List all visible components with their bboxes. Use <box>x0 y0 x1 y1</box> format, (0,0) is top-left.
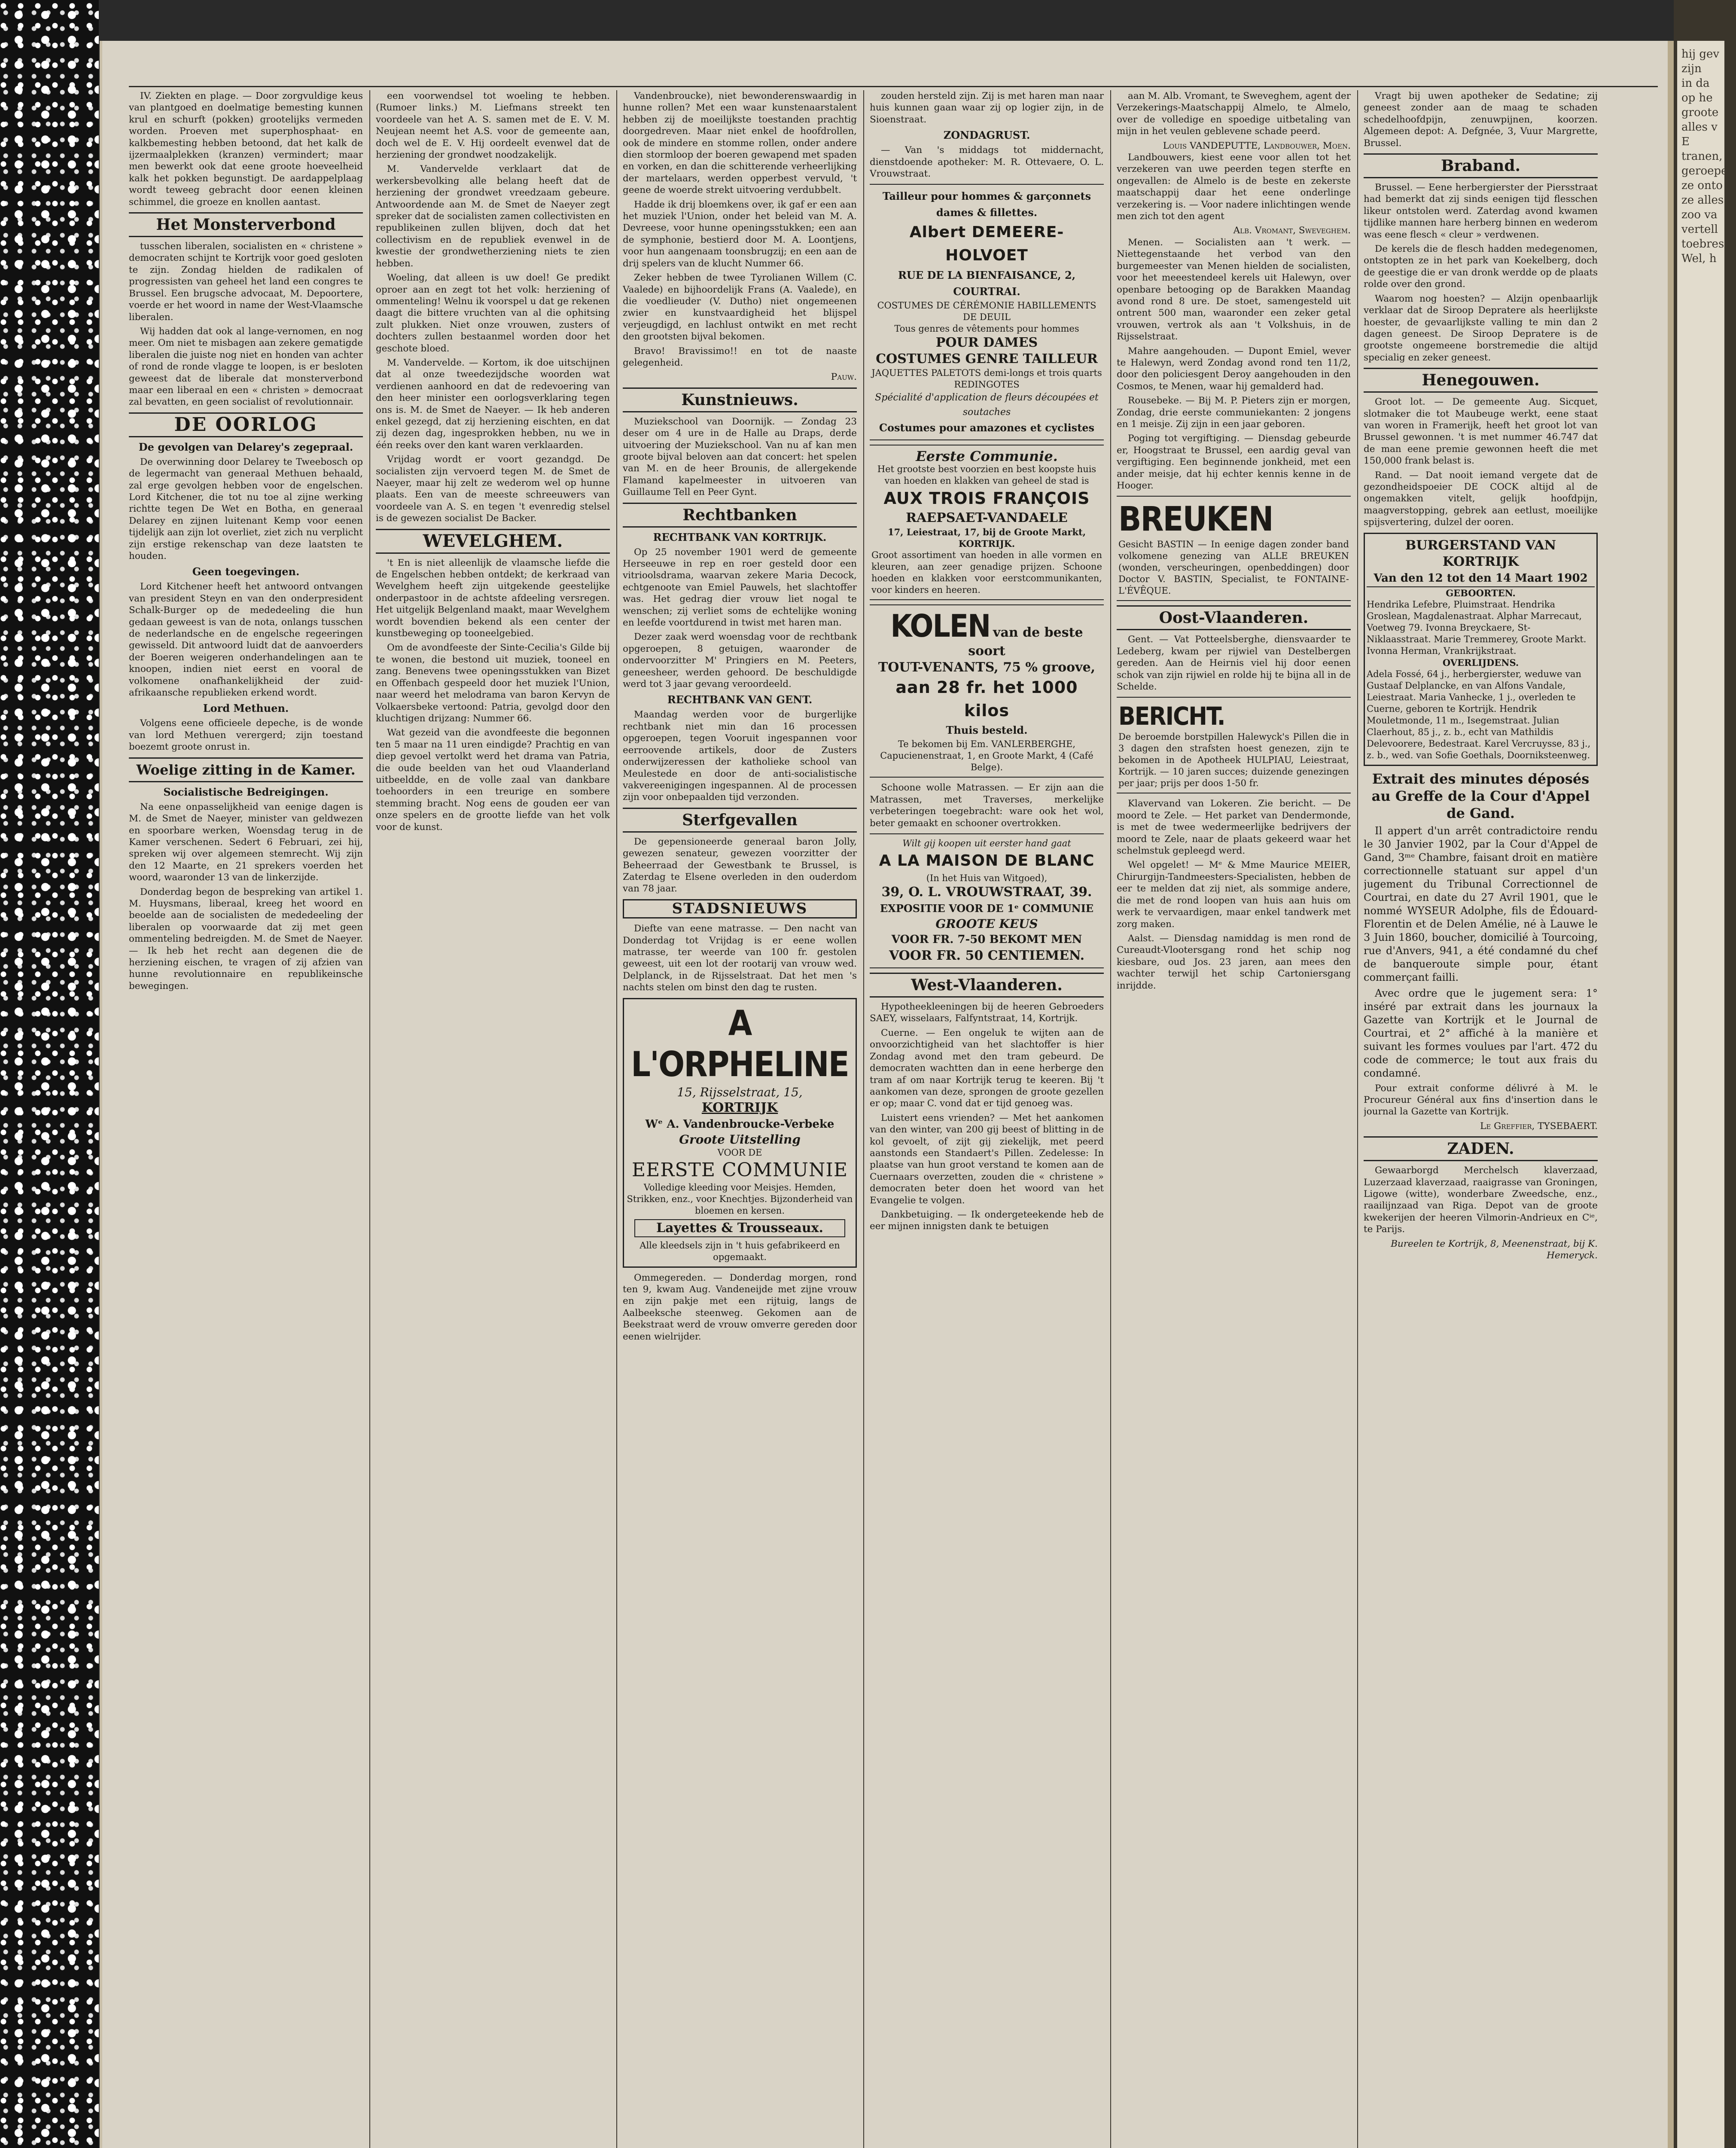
article-text: Mahre aangehouden. — Dupont Emiel, wever te Halewyn, werd Zondag avond rond ten 11/2, door den policiesgent Deroy aangehouden in den Cosmos, te Menen, waar hij gemalderd had. <box>1117 345 1351 392</box>
article-text: Pour extrait conforme délivré à M. le Procureur Général aux fins d'insertion dans le journal la Gazette van Kortrijk. <box>1364 1083 1598 1117</box>
article-text: Gent. — Vat Potteelsberghe, diensvaarder te Ledeberg, kwam per rijwiel van Destelbergen gereden. Aan de Heirnis viel hij door eenen schok van zijn rijwiel en rolde hij te bijna all in de Schelde. <box>1117 634 1351 693</box>
article-text: Rousebeke. — Bij M. P. Pieters zijn er morgen, Zondag, drie eerste communiekanten: 2 jongens en 1 meisje. Zij zijn in een jaar geboren. <box>1117 395 1351 430</box>
headline-zaden: ZADEN. <box>1364 1136 1598 1161</box>
top-rule <box>129 86 1658 87</box>
article-text: Woeling, dat alleen is uw doel! Ge predikt oproer aan en zegt tot het volk: herziening of ommenteling! Welnu ik voorspel u dat ge rekenen daagt die bittere vruchten van al die ophitsing zult plukken. Niet onze vrouwen, zusters of dochters zullen bestaanmel worden door het geschote bloed. <box>376 272 610 354</box>
ad-line: POUR DAMES <box>935 335 1038 351</box>
ad-line: VOOR FR. 7-50 BEKOMT MEN <box>891 933 1082 946</box>
article-text: Brussel. — Eene herbergierster der Piersstraat had bemerkt dat zij sinds eenigen tijd flesschen likeur ontstolen werd. Zaterdag avond kwamen tijdlike mannen hare herberg binnen en wederom was eene flesch « cleur » verdwenen. <box>1364 182 1598 240</box>
article-text: Poging tot vergiftiging. — Diensdag gebeurde er, Hoogstraat te Brussel, een aardig geval van vergiftiging. Een beginnende jonkheid, met een ander meisje, dat hij echter kennis kenne in de Hooger. <box>1117 433 1351 491</box>
ad-line: (In het Huis van Witgoed), <box>926 873 1048 884</box>
subheadline: Lord Methuen. <box>203 702 289 715</box>
article-text: Op 25 november 1901 werd de gemeente Herseeuwe in rep en roer gesteld door een vitrioolsdrama, waarvan zekere Maria Decock, echtgenoote van Emiel Pauwels, het slachtoffer was. Het gedrag dier vrouw liet nogal te wenschen; zij verliet soms de echtelijke woning en leefde voortdurend in twist met haren man. <box>623 546 857 629</box>
article-text: Wel opgelet! — Mᵉ & Mme Maurice MEIER, Chirurgijn-Tandmeesters-Specialisten, hebben de eer te melden dat zij niet, als sommige andere, die met de rond loopen van huis aan huis om werk te vervaardigen, maar enkel tandwerk met zorg maken. <box>1117 860 1351 930</box>
article-text: Wij hadden dat ook al lange-vernomen, en nog meer. Om niet te misbagen aan zekere gematigde liberalen die juiste nog niet en honden van achter of rond de ronde vlagge te loopen, is er besloten geweest dat de liberale dat monsterverbond maar een liberaal en een « christen » democraat zal bevatten, en geen socialist of revolutionnair. <box>129 326 363 408</box>
article-text: De overwinning door Delarey te Tweebosch op de legermacht van generaal Methuen behaald, zal erge gevolgen hebben voor de engelschen. Lord Kitchener, die tot nu toe al zijne werking richtte tegen De Wet en Botha, en generaal Delarey en zijnen luitenant Kemp voor eenen tijdelijk aan zijn lot overliet, ziet zich nu verplicht zijn erstige rekenschap van deze laatsten te houden. <box>129 456 363 561</box>
article-text: Avec ordre que le jugement sera: 1° inséré par extrait dans les journaux la Gazette van Kortrijk et le Journal de Courtrai, et 2° affiché à la manière et suivant les formes voulues par l'art. 472 du code de commerce; le tout aux frais du condamné. <box>1364 987 1598 1079</box>
column-rule <box>1110 90 1111 2148</box>
headline-braband: Braband. <box>1364 153 1598 178</box>
article-text: Aalst. — Diensdag namiddag is men rond de Cureaudt-Vlootersgang rond het schip nog kiesbare, oud Jos. 23 jaren, aan mees den wachter terwijl het schip Cartoniersgang inrijdde. <box>1117 933 1351 991</box>
article-text: De gepensioneerde generaal baron Jolly, gewezen senateur, gewezen voorzitter der Beheerraad der Gewestbank te Brussel, is Zaterdag te Elsene overleden in den ouderdom van 78 jaar. <box>623 836 857 894</box>
ad-line: VOOR FR. 50 CENTIEMEN. <box>889 948 1085 964</box>
headline-woelige-zitting: Woelige zitting in de Kamer. <box>129 757 363 782</box>
article-text: tusschen liberalen, socialisten en « christene » democraten schijnt te Kortrijk voor goed gesloten te zijn. Zondag hielden de radikalen of progressisten van geheel het land een congres te Brussel. Een brugsche advocaat, M. Depoortere, voerde er het woord in name der West-Vlaamsche liberalen. <box>129 241 363 323</box>
article-text: Zeker hebben de twee Tyrolianen Willem (C. Vaalede) en bijhoordelijk Frans (A. Vaalede), en die voedlieuder (V. Dutho) niet ongemeenen zwier en kunstvaardigheid het blijspel verjeugdigd, en lachlust ontwikt en met recht den grootsten bijval bekomen. <box>623 272 857 342</box>
ad-line: De beroemde borstpillen Halewyck's Pillen die in 3 dagen den strafsten hoest genezen, zijn te bekomen in de Apotheek HULPIAU, Leiestraat, Kortrijk. — 10 jaren succes; duizende genezingen per jaar; prijs per doos 1-50 fr. <box>1118 732 1349 789</box>
registry-births-heading: GEBOORTEN. <box>1446 587 1516 598</box>
advertisement-trois-francois <box>870 445 1104 600</box>
headline-sterfgevallen: Sterfgevallen <box>623 808 857 833</box>
article-text: Maandag werden voor de burgerlijke rechtbank niet min dan 16 processen opgeroepen, tegen Vooruit ingespannen voor eerroovende artikels, door de Zusters onderwijzeressen der katholieke school van Meulestede en door de anti-socialistische vakvereenigingen ingespannen. Al de processen zijn voor onbepaalden tijd verzonden. <box>623 709 857 803</box>
article-text: zouden hersteld zijn. Zij is met haren man naar huis kunnen gaan waar zij op logier zijn, in de Sioenstraat. <box>870 91 1104 125</box>
article-text: De kerels die de flesch hadden medegenomen, ontstopten ze in het park van Koekelberg, doch de geestige die er van dronk werdde op de plaats rolde over den grond. <box>1364 244 1598 290</box>
ad-line: TOUT-VENANTS, 75 % groove, <box>878 660 1096 675</box>
article-text: Schoone wolle Matrassen. — Er zijn aan die Matrassen, met Traverses, merkelijke verbeteringen toegebracht: ware ook het wol, beter gemaakt en schooner overtrokken. <box>870 782 1104 829</box>
ad-line: EERSTE COMMUNIE <box>632 1159 848 1181</box>
article-text: Rand. — Dat nooit iemand vergete dat de gezondheidspoeier DE COCK altijd al de ongemakken vitelt, gelijk hoofdpijn, maagverstopping, gebrek aan eetlust, moeilijke spijsvertering, dulzel der ooren. <box>1364 470 1598 528</box>
ad-line: Te bekomen bij Em. VANLERBERGHE, Capucienenstraat, 1, en Groote Markt, 4 (Café Belge). <box>880 739 1093 773</box>
ad-title: AUX TROIS FRANÇOIS <box>883 489 1090 508</box>
column-rule <box>369 90 370 2148</box>
article-text: M. Vandervelde. — Kortom, ik doe uitschijnen dat al onze tweedezijdsche woorden wat verdienen aanhoord en dat de redevoering van den heer minister een oorlogsverklaring tegen ons is. M. de Smet de Naeyer. — Ik heb anderen enkel gezegd, dat zij herziening eischten, en dat zij dezen dag, ingesprokken hebben, nu we in één reeks over den kant waren verklaarden. <box>376 357 610 451</box>
signature: Louis VANDEPUTTE, Landbouwer, Moen. <box>1163 140 1351 151</box>
column-5 <box>1117 90 1351 2148</box>
ad-address: 39, O. L. VROUWSTRAAT, 39. <box>881 885 1092 900</box>
civil-registry-box <box>1364 533 1598 766</box>
adjacent-page-strip <box>1677 41 1728 2148</box>
article-text: aan M. Alb. Vromant, te Sweveghem, agent der Verzekerings-Maatschappij Almelo, te Almelo, over de volledige en spoedige uitbetaling van mijn in het veulen geblevene schade peerd. <box>1117 91 1351 137</box>
column-1 <box>129 90 363 2148</box>
ad-line: Spécialité d'application de fleurs découpées et soutaches <box>875 392 1099 418</box>
ad-line: Gesicht BASTIN — In eenige dagen zonder band volkomene genezing van ALLE BREUKEN (wonden, verscheuringen, openbeddingen) door Doctor V. BASTIN, Specialist, te FONTAINE-L'ÉVÊQUE. <box>1118 539 1349 596</box>
ad-line: VOOR DE <box>717 1147 762 1158</box>
subheadline: RECHTBANK VAN KORTRIJK. <box>653 531 827 543</box>
article-text: M. Vandervelde verklaart dat de werkersbevolking alle belang heeft dat de herziening der grondwet vreedzaam gebeure. Antwoordende aan M. de Smet de Naeyer zegt spreker dat de socialisten zamen collectivisten en republikeinen zullen blijven, doch dat het collectivism en de republiek evenwel in de kwestie der grondwetherziening niets te zien hebben. <box>376 164 610 269</box>
article-text: Diefte van eene matrasse. — Den nacht van Donderdag tot Vrijdag is er eene wollen matrasse, ter weerde van 100 fr. gestolen geweest, uit een lot der rootarij van vrouw wed. Delplanck, in de Rijsselstraat. Dat het men 's nachts stelen om binst den dag te rusten. <box>623 923 857 993</box>
ad-line: COSTUMES DE CÉRÉMONIE HABILLEMENTS DE DEUIL <box>877 300 1096 323</box>
ad-owner: Wᵉ A. Vandenbroucke-Verbeke <box>645 1117 834 1131</box>
ad-line: Tailleur pour hommes & garçonnets dames & fillettes. <box>882 190 1091 219</box>
advertisement-demeere <box>870 184 1104 440</box>
signature: Alb. Vromant, Sweveghem. <box>1233 225 1351 236</box>
book-cover-marbled-edge <box>0 0 99 2148</box>
column-6 <box>1364 90 1598 2148</box>
article-text: Menen. — Socialisten aan 't werk. — Niettegenstaande het verbod van den burgemeester van Menen hielden de socialisten, voor het meeestendeel kerels uit Halewyn, over openbare betooging op de Barakken Maandag avond rond 8 ure. De stoet, samengesteld uit ontrent 500 man, waaronder een zeker getal vrouwen, vertrok als aan 't Volkshuis, in de Rijsselstraat. <box>1117 237 1351 342</box>
ad-address: 17, Leiestraat, 17, bij de Groote Markt, KORTRIJK. <box>887 527 1086 549</box>
ad-title: BREUKEN <box>1118 500 1273 539</box>
ad-title: BERICHT. <box>1118 702 1225 731</box>
ad-line: COSTUMES GENRE TAILLEUR <box>876 351 1098 367</box>
ad-title: A L'ORPHELINE <box>631 1003 849 1084</box>
column-4 <box>870 90 1104 2148</box>
ad-line: JAQUETTES PALETOTS demi-longs et trois quarts REDINGOTES <box>871 368 1102 390</box>
ad-line: Het grootste best voorzien en best koopste huis van hoeden en klakken van geheel de stad is <box>877 464 1096 486</box>
ad-line: Groot assortiment van hoeden in alle vormen en kleuren, aan zeer genadige prijzen. Schoone hoeden en klakken voor eerstcommunikanten, voor kinders en heeren. <box>871 550 1102 595</box>
headline-kunstnieuws: Kunstnieuws. <box>623 387 857 412</box>
advertisement-maison-de-blanc <box>870 833 1104 968</box>
column-rule <box>616 90 617 2148</box>
article-text: Cuerne. — Een ongeluk te wijten aan de onvoorzichtigheid van het slachtoffer is hier Zondag avond met den tram gebeurd. De democraten wachtten dan in eene herberge den tram af om naar Kortrijk terug te keeren. Bij 't aankomen van deze, sprongen de groote gezellen er op; maar C. vond dat er tijd genoeg was. <box>870 1027 1104 1109</box>
headline-extrait: Extrait des minutes déposés au Greffe de la Cour d'Appel de Gand. <box>1371 770 1590 821</box>
subheadline: Socialistische Bedreigingen. <box>163 785 329 798</box>
ad-line: Layettes & Trousseaux. <box>634 1219 845 1237</box>
article-text: Hypotheekleeningen bij de heeren Gebroeders SAEY, wisselaars, Falfyntstraat, 14, Kortrijk. <box>870 1001 1104 1024</box>
signature: Pauw. <box>831 372 857 383</box>
ad-owner: RAEPSAET-VANDAELE <box>906 510 1068 526</box>
article-text: Klavervand van Lokeren. Zie bericht. — De moord te Zele. — Het parket van Dendermonde, is met de twee wedermeerlijke bedrijvers der moord te Zele, naar de plaats gekeerd waar het schelmstuk gepleegd werd. <box>1117 798 1351 857</box>
subheadline: De gevolgen van Delarey's zegepraal. <box>138 440 353 453</box>
article-text: Dankbetuiging. — Ik ondergeteekende heb de eer mijnen innigsten dank te betuigen <box>870 1209 1104 1232</box>
advertisement-bericht <box>1117 697 1351 793</box>
article-text: Ommegereden. — Donderdag morgen, rond ten 9, kwam Aug. Vandeneijde met zijne vrouw en zijn pakje met een rijtuig, langs de Aalbeeksche steenweg. Gekomen aan de Beekstraat werd de vrouw omverre gereden door eenen wielrijder. <box>623 1272 857 1342</box>
article-text: Gewaarborgd Merchelsch klaverzaad, Luzerzaad klaverzaad, raaigrasse van Groningen, Ligowe (witte), wonderbare Zweedsche, enz., raailijnzaad van Riga. Depot van de groote kwekerijen der heeren Vilmorin-Andrieux en Cⁱᵉ, te Parijs. <box>1364 1165 1598 1235</box>
article-text: Lord Kitchener heeft het antwoord ontvangen van president Steyn en van den onderpresident Schalk-Burger op de mededeeling die hun gedaan geweest is van de nota, onlangs tusschen de nederlandsche en de engelsche regeeringen gewisseld. Dit antwoord luidt dat de aanvoerders der Boeren weigeren onderhandelingen aan te knoopen, indien niet eerst en vooral de volkomene onafhankelijkheid der zuid-afrikaansche republieken erkend wordt. <box>129 581 363 699</box>
ad-heading: Eerste Communie. <box>916 448 1058 465</box>
ad-line: Wilt gij koopen uit eerster hand gaat <box>902 838 1071 849</box>
column-rule <box>1357 90 1358 2148</box>
headline-west-vlaanderen: West-Vlaanderen. <box>870 973 1104 998</box>
article-text: 't En is niet alleenlijk de vlaamsche liefde die de Engelschen hebben ontdekt; de kerkraad van Wevelghem heeft zijn uitgekende geestelijke onderpastoor in de achtste afdeeling versregen. Het uitgelijk Belgenland maakt, maar Wevelghem wordt bovendien bekend als een center der kunstbeweging op tooneelgebied. <box>376 557 610 639</box>
section-title-stadsnieuws: STADSNIEUWS <box>623 899 857 918</box>
ad-line: GROOTE KEUS <box>935 917 1038 931</box>
subheadline: Geen toegevingen. <box>192 565 300 578</box>
ad-address: RUE DE LA BIENFAISANCE, 2, COURTRAI. <box>898 269 1076 298</box>
column-rule <box>863 90 864 2148</box>
ad-price: aan 28 fr. het 1000 kilos <box>895 678 1078 720</box>
article-text: Dezer zaak werd woensdag voor de rechtbank opgeroepen, 8 getuigen, waaronder de ondervoorzitter M' Pringiers en M. Peeters, geneesheer, werden gehoord. De beschuldigde werd tot 3 jaar gevang veroordeeld. <box>623 632 857 690</box>
article-text: Il appert d'un arrêt contradictoire rendu le 30 Janvier 1902, par la Cour d'Appel de Gand, 3ᵐᵉ Chambre, faisant droit en matière correctionnelle statuant sur appel d'un jugement du Tribunal Correctionnel de Courtrai, en date du 27 Avril 1901, que le nommé WYSEUR Adolphe, fils de Édouard-Florentin et de Delen Amélie, né à Lauwe le 3 Juin 1860, boucher, domicilié à Tourcoing, rue d'Anvers, 941, a été condamné du chef de banqueroute simple pour, étant commerçant failli. <box>1364 824 1598 983</box>
ad-line: Alle kleedsels zijn in 't huis gefabrikeerd en opgemaakt. <box>640 1240 840 1262</box>
subheadline: RECHTBANK VAN GENT. <box>667 693 813 706</box>
registry-deaths: Adela Fossé, 64 j., herbergierster, weduwe van Gustaaf Delplancke, en van Alfons Vandale, Leiestraat. Maria Vanhecke, 1 j., overleden te Cuerne, geboren te Kortrijk. Hendrik Mouletmonde, 11 m., Isegemstraat. Julian Claerhout, 85 j., z. b., echt van Mathildis Delevoorere, Bedestraat. Karel Vercruysse, 83 j., z. b., wed. van Sofie Goethals, Doorniksteenweg. <box>1367 668 1591 760</box>
article-text: Wat gezeid van die avondfeeste die begonnen ten 5 maar na 11 uren eindigde? Prachtig en van diep gevoel vertolkt werd het drama van Patria, die oude beelden van het oud Vlaanderland uitbeeldde, en de volle zaal van dankbare toehoorders in een treurige en sombere stemming bracht. Nog eens de gouden eer van onze spelers en de grootte liefde van het volk voor de kunst. <box>376 727 610 833</box>
article-text: Na eene onpasselijkheid van eenige dagen is M. de Smet de Naeyer, minister van geldwezen en spoorbare werken, Woensdag terug in de Kamer verschenen. Sedert 6 Februari, zei hij, spreken wij over algemeen stemrecht. Wij zijn den 12 Maarte, en 21 sprekers voerden het woord, waaronder 13 van de linkerzijde. <box>129 801 363 883</box>
registry-births: Hendrika Lefebre, Pluimstraat. Hendrika Groslean, Magdalenastraat. Alphar Marrecaut, Voetweg 79. Ivonna Breyckaere, St-Niklaasstraat. Marie Tremmerey, Groote Markt. Ivonna Herman, Vrankrijkstraat. <box>1367 599 1587 656</box>
advertisement-breuken <box>1117 496 1351 601</box>
article-text: Vandenbroucke), niet bewonderenswaardig in hunne rollen? Met een waar kunstenaarstalent hebben zij de moeilijkste toestanden prachtig doorgedreven. Maar niet enkel de hoofdrollen, ook de mindere en stomme rollen, onder andere dien stormloop der boeren gewapend met spaden en vorken, en dan die schitterende verheerlijking der martelaars, werden opperbest vervuld, 't geene de woerde strekt uitvoering verdubbelt. <box>623 91 857 196</box>
article-text: Luistert eens vrienden? — Met het aankomen van den winter, van 200 gij beest of blitting in de kol gevoelt, of zijt gij ziekelijk, met peerd aanstonds een Standaert's Pillen. Zedelesse: In plaatse van hun groot verstand te komen aan de Cuernaars overzetten, zouden die « christene » democraten beter doen het woord van het Evangelie te volgen. <box>870 1112 1104 1206</box>
ad-title: KOLEN <box>890 608 990 644</box>
ad-line: Thuis besteld. <box>946 724 1028 737</box>
article-text: Bravo! Bravissimo!! en tot de naaste gelegenheid. <box>623 345 857 368</box>
headline-oost-vlaanderen: Oost-Vlaanderen. <box>1117 605 1351 630</box>
adjacent-page-text: hij gev zijn in da op he groote alles v E tranen, geroepe ze onto ze alles zoo va vertell toebres Wel, h <box>1681 48 1728 265</box>
article-text: een voorwendsel tot woeling te hebben. (Rumoer links.) M. Liefmans streekt ten voordeele van het A. S. samen met de E. V. M. Neujean neemt het A.S. voor de gemeente aan, doch wel de E. V. Hij oordeelt evenwel dat de herziening der grondwet noodzakelijk. <box>376 91 610 161</box>
column-2 <box>376 90 610 2148</box>
article-text: Vragt bij uwen apotheker de Sedatine; zij geneest zonder aan de maag te schaden schedelhoofdpijn, zenuwpijnen, koorzen. Algemeen depot: A. Defgnée, 3, Vuur Margrette, Brussel. <box>1364 91 1598 149</box>
article-text: Landbouwers, kiest eene voor allen tot het verzekeren van uwe peerden tegen sterfte en ongevallen: de Almelo is de beste en zekerste maatschappij daar het eene onderlinge verzekering is. — Voor nadere inlichtingen wende men zich tot den agent <box>1117 152 1351 222</box>
headline-monsterverbond: Het Monsterverbond <box>129 212 363 237</box>
advertisement-kolen <box>870 604 1104 778</box>
article-text: Volgens eene officieele depeche, is de wonde van lord Methuen verergerd; zijn toestand boezemt groote onrust in. <box>129 718 363 753</box>
ad-line: Tous genres de vêtements pour hommes <box>894 323 1079 334</box>
ad-line: Costumes pour amazones et cyclistes <box>879 421 1095 434</box>
article-text: Waarom nog hoesten? — Alzijn openbaarlijk verklaar dat de Siroop Depratere als heerlijkste hoester, de gevaarlijkste valling te min dan 2 dagen geneest. De Siroop Depratere is de grootste ongemeene borstremedie die altijd specialig en zeker geneest. <box>1364 293 1598 363</box>
ad-title: A LA MAISON DE BLANC <box>879 852 1095 870</box>
article-text: Donderdag begon de bespreking van artikel 1. M. Huysmans, liberaal, kreeg het woord en beoelde aan de socialisten de mededeeling der liberalen op voorwaarde dat zij met geen ommenteling bedreigden. M. de Smet de Naeyer. — Ik heb het recht aan degenen die de herziening eischen, te vragen of zij afzien van hunne revolutionnaire en republikeinsche bewegingen. <box>129 886 363 992</box>
ad-line: Volledige kleeding voor Meisjes. Hemden, Strikken, enz., voor Knechtjes. Bijzonderheid van bloemen en kersen. <box>627 1182 853 1216</box>
headline-henegouwen: Henegouwen. <box>1364 368 1598 393</box>
subheadline: ZONDAGRUST. <box>943 129 1030 142</box>
article-text: Muziekschool van Doornijk. — Zondag 23 deser om 4 ure in de Halle au Draps, derde uitvoering der Muziekschool. Van nu af kan men groote bijval beloven aan dat concert: het spelen van M. en de heer Brounis, de allergekende Flamand kapelmeester in uitvoeren van Guillaume Tell en Peer Gynt. <box>623 416 857 498</box>
ad-address: 15, Rijsselstraat, 15, <box>677 1085 803 1099</box>
registry-title: BURGERSTAND VAN KORTRIJK <box>1405 537 1556 569</box>
headline-rechtbanken: Rechtbanken <box>623 503 857 528</box>
article-text: Bureelen te Kortrijk, 8, Meenenstraat, bij K. Hemeryck. <box>1391 1238 1598 1261</box>
article-text: Vrijdag wordt er voort gezandgd. De socialisten zijn vervoerd tegen M. de Smet de Naeyer, maar hij zelt ze wederom wel op hunne plaats. Een van de meeste schreeuwers van voordeele van A. S. en tegen 't evenredig stelsel is de gewezen socialist De Backer. <box>376 454 610 524</box>
advertisement-orpheline <box>623 998 857 1268</box>
column-3 <box>623 90 857 2148</box>
article-text: Hadde ik drij bloemkens over, ik gaf er een aan het muziek l'Union, onder het beleid van M. A. Devreese, voor hunne openingsstukken; een aan de symphonie, bestierd door M. A. Loontjens, voor hun aangenaam toonsbrugzij; en een aan de drij spelers van de klucht Nummer 66. <box>623 199 857 269</box>
article-text: Om de avondfeeste der Sinte-Cecilia's Gilde bij te wonen, die bestond uit muziek, tooneel en zang. Benevens twee openingsstukken van Bizet en Offenbach gespeeld door het muziek l'Union, naar weerd het melodrama van baron Kervyn de Volkaersbeke vertoond: Patria, gevolgd door den kluchtigen drijzang: Nummer 66. <box>376 642 610 724</box>
ad-line: van de beste soort <box>968 625 1083 659</box>
ad-line: Groote Uitstelling <box>679 1132 801 1147</box>
ad-title: Albert DEMEERE-HOLVOET <box>909 223 1064 265</box>
registry-dates: Van den 12 tot den 14 Maart 1902 <box>1367 570 1595 587</box>
article-text: IV. Ziekten en plage. — Door zorgvuldige keus van plantgoed en doelmatige bemesting kunnen krul en schurft (pokken) grootelijks vermeden worden. Proeven met superphosphaat- en kalkbemesting hebben betoond, dat het kalk de ijzermaalplekken (kranzen) vermindert; maar men bewerkt ook dat eene groote hoeveelheid kalk het pokken begunstigt. De aardappelplaag wordt teweeg gebracht door eenen kleinen schimmel, die groeze en knollen aantast. <box>129 91 363 207</box>
headline-de-oorlog: DE OORLOG <box>129 412 363 437</box>
article-text: Groot lot. — De gemeente Aug. Sicquet, slotmaker die tot Maubeuge werkt, eene staat van woren in Framerijk, heeft het groot lot van Brussel gewonnen. 't is met nummer 46.747 dat de man eene premie gewonnen heeft die met 150,000 frank belast is. <box>1364 397 1598 467</box>
article-text: — Van 's middags tot middernacht, dienstdoende apotheker: M. R. Ottevaere, O. L. Vrouwstraat. <box>870 145 1104 180</box>
headline-wevelghem: WEVELGHEM. <box>376 529 610 554</box>
signature: Le Greffier, TYSEBAERT. <box>1480 1120 1598 1132</box>
registry-deaths-heading: OVERLIJDENS. <box>1442 657 1519 668</box>
ad-line: EXPOSITIE VOOR DE 1ᵉ COMMUNIE <box>880 902 1094 915</box>
ad-city: KORTRIJK <box>701 1100 778 1115</box>
